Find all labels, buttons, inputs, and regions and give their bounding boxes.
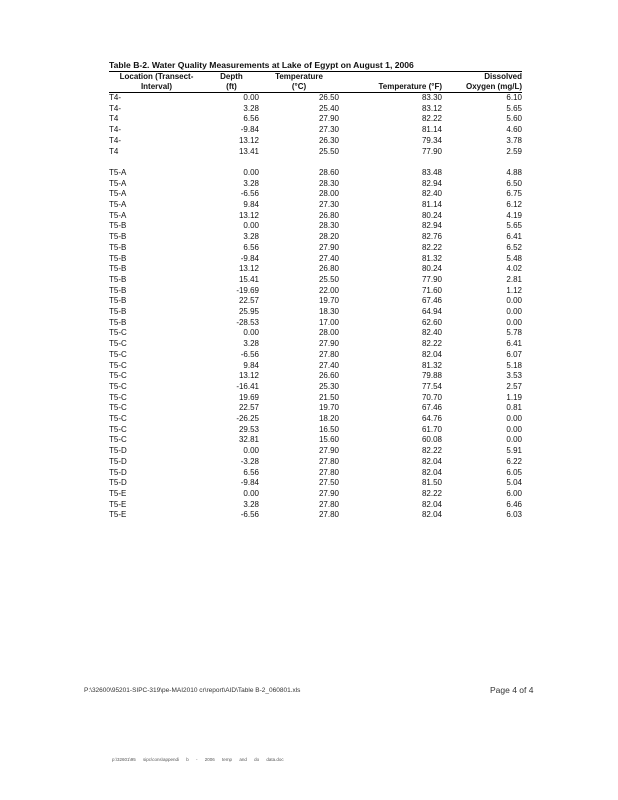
cell-dissolved-oxygen: 0.00 — [506, 424, 522, 434]
cell-dissolved-oxygen: 5.48 — [506, 253, 522, 263]
cell-temp-f: 82.04 — [421, 467, 442, 477]
cell-temp-f: 83.12 — [421, 103, 442, 113]
cell-temp-c: 27.90 — [318, 446, 339, 456]
cell-temp-f: 82.22 — [421, 114, 442, 124]
cell-temp-f: 62.60 — [421, 317, 442, 327]
cell-depth: -6.56 — [240, 349, 259, 359]
cell-depth: -28.53 — [236, 317, 259, 327]
cell-temp-f: 82.22 — [421, 339, 442, 349]
cell-location: T5-C — [109, 371, 127, 381]
cell-dissolved-oxygen: 5.60 — [506, 114, 522, 124]
table-row — [109, 211, 522, 222]
cell-depth: 13.12 — [238, 264, 259, 274]
cell-location: T5-C — [109, 392, 127, 402]
cell-temp-c: 27.90 — [318, 242, 339, 252]
cell-temp-c: 27.80 — [318, 467, 339, 477]
cell-location: T5-B — [109, 296, 127, 306]
cell-temp-f: 82.04 — [421, 456, 442, 466]
cell-temp-c: 26.80 — [318, 264, 339, 274]
cell-dissolved-oxygen: 6.50 — [506, 178, 522, 188]
cell-temp-f: 81.32 — [421, 253, 442, 263]
header-row-1 — [109, 72, 522, 83]
cell-temp-c: 27.90 — [318, 339, 339, 349]
cell-temp-c: 26.50 — [318, 93, 339, 102]
table-row — [109, 500, 522, 511]
cell-location: T5-E — [109, 489, 127, 498]
cell-temp-f: 82.04 — [421, 349, 442, 359]
cell-dissolved-oxygen: 5.65 — [506, 103, 522, 113]
cell-dissolved-oxygen: 4.19 — [506, 210, 522, 220]
table-row — [109, 125, 522, 136]
header-temp-c-unit: (°C) — [259, 82, 339, 93]
cell-dissolved-oxygen: 6.22 — [506, 456, 522, 466]
cell-temp-c: 27.80 — [318, 349, 339, 359]
cell-temp-c: 25.50 — [318, 146, 339, 156]
cell-depth: 22.57 — [238, 403, 259, 413]
cell-temp-c: 27.90 — [318, 114, 339, 124]
table-body — [109, 93, 522, 522]
cell-temp-c: 28.30 — [318, 178, 339, 188]
cell-dissolved-oxygen: 1.12 — [506, 285, 522, 295]
print-info: p:\32601\95 sipc\cons\appendi b - 2006 temp and do data.doc — [112, 757, 284, 762]
cell-dissolved-oxygen: 6.07 — [506, 349, 522, 359]
cell-temp-f: 70.70 — [421, 392, 442, 402]
spacer-cell — [109, 157, 522, 168]
cell-temp-f: 80.24 — [421, 210, 442, 220]
cell-temp-c: 22.00 — [318, 285, 339, 295]
cell-depth: 3.28 — [243, 178, 259, 188]
cell-temp-c: 27.80 — [318, 499, 339, 509]
cell-location: T5-D — [109, 446, 127, 456]
cell-temp-c: 26.30 — [318, 135, 339, 145]
cell-location: T5-A — [109, 167, 127, 177]
cell-temp-c: 26.80 — [318, 210, 339, 220]
header-temperature-c: Temperature — [259, 72, 339, 83]
table-row — [109, 275, 522, 286]
cell-location: T4- — [109, 103, 121, 113]
cell-depth: 15.41 — [238, 274, 259, 284]
cell-dissolved-oxygen: 6.00 — [506, 489, 522, 498]
header-temperature-f: Temperature (°F) — [339, 82, 442, 93]
cell-location: T4- — [109, 135, 121, 145]
cell-dissolved-oxygen: 6.05 — [506, 467, 522, 477]
cell-location: T5-A — [109, 210, 127, 220]
cell-depth: 25.95 — [238, 307, 259, 317]
cell-depth: -26.25 — [236, 414, 259, 424]
cell-location: T5-B — [109, 264, 127, 274]
cell-location: T5-C — [109, 360, 127, 370]
table-row — [109, 189, 522, 200]
cell-temp-f: 79.88 — [421, 371, 442, 381]
header-dissolved: Dissolved — [442, 72, 522, 83]
table-row — [109, 243, 522, 254]
cell-temp-f: 81.50 — [421, 478, 442, 488]
cell-temp-f: 64.94 — [421, 307, 442, 317]
table-row — [109, 93, 522, 104]
cell-depth: 0.00 — [243, 489, 259, 498]
cell-location: T5-B — [109, 274, 127, 284]
cell-depth: 6.56 — [243, 114, 259, 124]
cell-temp-c: 21.50 — [318, 392, 339, 402]
cell-dissolved-oxygen: 2.81 — [506, 274, 522, 284]
water-quality-table — [109, 71, 522, 521]
cell-temp-c: 15.60 — [318, 435, 339, 445]
cell-dissolved-oxygen: 5.65 — [506, 221, 522, 231]
cell-dissolved-oxygen: 4.60 — [506, 125, 522, 135]
header-location: Location (Transect- — [109, 72, 204, 83]
cell-temp-c: 19.70 — [318, 403, 339, 413]
cell-depth: 3.28 — [243, 103, 259, 113]
cell-location: T5-E — [109, 510, 127, 520]
cell-depth: 0.00 — [243, 446, 259, 456]
cell-location: T5-C — [109, 328, 127, 338]
cell-temp-f: 82.40 — [421, 189, 442, 199]
cell-location: T5-A — [109, 178, 127, 188]
table-row — [109, 371, 522, 382]
cell-temp-c: 27.90 — [318, 489, 339, 498]
cell-location: T5-B — [109, 317, 127, 327]
header-depth-unit: (ft) — [204, 82, 259, 93]
cell-location: T5-B — [109, 285, 127, 295]
cell-dissolved-oxygen: 6.75 — [506, 189, 522, 199]
cell-dissolved-oxygen: 5.18 — [506, 360, 522, 370]
cell-location: T5-D — [109, 478, 127, 488]
cell-dissolved-oxygen: 5.91 — [506, 446, 522, 456]
cell-temp-c: 18.30 — [318, 307, 339, 317]
cell-location: T5-A — [109, 200, 127, 210]
table-row — [109, 286, 522, 297]
cell-temp-c: 16.50 — [318, 424, 339, 434]
cell-dissolved-oxygen: 5.04 — [506, 478, 522, 488]
cell-temp-c: 19.70 — [318, 296, 339, 306]
cell-depth: 3.28 — [243, 499, 259, 509]
cell-depth: 22.57 — [238, 296, 259, 306]
cell-dissolved-oxygen: 2.59 — [506, 146, 522, 156]
cell-temp-f: 82.04 — [421, 510, 442, 520]
cell-depth: 13.12 — [238, 371, 259, 381]
table-row — [109, 200, 522, 211]
cell-location: T5-C — [109, 435, 127, 445]
cell-temp-f: 82.22 — [421, 446, 442, 456]
cell-temp-c: 28.20 — [318, 232, 339, 242]
table-row — [109, 232, 522, 243]
table-row — [109, 393, 522, 404]
cell-depth: 3.28 — [243, 339, 259, 349]
cell-location: T5-C — [109, 424, 127, 434]
cell-temp-f: 82.76 — [421, 232, 442, 242]
cell-temp-c: 27.80 — [318, 456, 339, 466]
cell-temp-c: 27.50 — [318, 478, 339, 488]
cell-temp-c: 28.00 — [318, 328, 339, 338]
cell-location: T4 — [109, 114, 119, 124]
cell-dissolved-oxygen: 0.00 — [506, 435, 522, 445]
table-row — [109, 307, 522, 318]
cell-depth: -16.41 — [236, 381, 259, 391]
cell-temp-f: 67.46 — [421, 296, 442, 306]
table-row — [109, 446, 522, 457]
table-row — [109, 403, 522, 414]
table-row — [109, 489, 522, 500]
cell-location: T5-C — [109, 381, 127, 391]
cell-temp-f: 82.04 — [421, 499, 442, 509]
cell-temp-f: 82.94 — [421, 221, 442, 231]
cell-location: T4- — [109, 125, 121, 135]
cell-temp-f: 82.40 — [421, 328, 442, 338]
table-row — [109, 296, 522, 307]
header-interval: Interval) — [109, 82, 204, 93]
cell-depth: 19.69 — [238, 392, 259, 402]
cell-temp-f: 80.24 — [421, 264, 442, 274]
cell-location: T4 — [109, 146, 119, 156]
cell-dissolved-oxygen: 3.78 — [506, 135, 522, 145]
cell-dissolved-oxygen: 3.53 — [506, 371, 522, 381]
table-row — [109, 221, 522, 232]
cell-dissolved-oxygen: 6.41 — [506, 339, 522, 349]
cell-location: T5-D — [109, 467, 127, 477]
header-row-2 — [109, 82, 522, 93]
cell-depth: 29.53 — [238, 424, 259, 434]
cell-temp-f: 71.60 — [421, 285, 442, 295]
table-row — [109, 382, 522, 393]
cell-dissolved-oxygen: 4.02 — [506, 264, 522, 274]
cell-temp-f: 67.46 — [421, 403, 442, 413]
cell-dissolved-oxygen: 6.12 — [506, 200, 522, 210]
cell-temp-c: 26.60 — [318, 371, 339, 381]
cell-dissolved-oxygen: 0.00 — [506, 317, 522, 327]
cell-temp-c: 27.40 — [318, 360, 339, 370]
cell-temp-f: 60.08 — [421, 435, 442, 445]
cell-location: T5-C — [109, 403, 127, 413]
table-row — [109, 350, 522, 361]
cell-temp-c: 27.40 — [318, 253, 339, 263]
table-row — [109, 339, 522, 350]
table-row — [109, 361, 522, 372]
cell-location: T5-B — [109, 242, 127, 252]
cell-temp-f: 77.90 — [421, 146, 442, 156]
cell-temp-c: 28.60 — [318, 167, 339, 177]
cell-dissolved-oxygen: 0.00 — [506, 296, 522, 306]
cell-temp-f: 81.14 — [421, 125, 442, 135]
table-row — [109, 328, 522, 339]
cell-dissolved-oxygen: 6.52 — [506, 242, 522, 252]
cell-temp-f: 77.90 — [421, 274, 442, 284]
table-row — [109, 414, 522, 425]
cell-location: T5-B — [109, 232, 127, 242]
spacer-row — [109, 157, 522, 168]
table-row — [109, 179, 522, 190]
cell-location: T5-B — [109, 221, 127, 231]
cell-dissolved-oxygen: 0.00 — [506, 414, 522, 424]
cell-location: T5-B — [109, 253, 127, 263]
cell-dissolved-oxygen: 6.41 — [506, 232, 522, 242]
table-row — [109, 264, 522, 275]
cell-location: T5-C — [109, 349, 127, 359]
cell-temp-c: 25.40 — [318, 103, 339, 113]
cell-temp-f: 61.70 — [421, 424, 442, 434]
cell-depth: 0.00 — [243, 167, 259, 177]
cell-location: T5-A — [109, 189, 127, 199]
table-row — [109, 435, 522, 446]
table-row — [109, 457, 522, 468]
table-row — [109, 168, 522, 179]
table-row — [109, 104, 522, 115]
cell-temp-f: 82.94 — [421, 178, 442, 188]
cell-dissolved-oxygen: 6.03 — [506, 510, 522, 520]
cell-temp-c: 25.50 — [318, 274, 339, 284]
cell-dissolved-oxygen: 0.81 — [506, 403, 522, 413]
cell-temp-f: 77.54 — [421, 381, 442, 391]
cell-temp-f: 83.30 — [421, 93, 442, 102]
cell-depth: -6.56 — [240, 189, 259, 199]
cell-depth: 0.00 — [243, 93, 259, 102]
cell-location: T5-D — [109, 456, 127, 466]
cell-temp-f: 79.34 — [421, 135, 442, 145]
cell-depth: 9.84 — [243, 200, 259, 210]
table-title: Table B-2. Water Quality Measurements at Lake of Egypt on August 1, 2006 — [109, 60, 414, 70]
cell-temp-c: 28.00 — [318, 189, 339, 199]
table-row — [109, 318, 522, 329]
cell-temp-f: 81.14 — [421, 200, 442, 210]
cell-temp-f: 81.32 — [421, 360, 442, 370]
cell-location: T5-C — [109, 414, 127, 424]
header-oxygen: Oxygen (mg/L) — [442, 82, 522, 93]
cell-depth: 13.12 — [238, 135, 259, 145]
table-row — [109, 478, 522, 489]
cell-dissolved-oxygen: 0.00 — [506, 307, 522, 317]
table-row — [109, 254, 522, 265]
table-row — [109, 425, 522, 436]
cell-temp-f: 82.22 — [421, 242, 442, 252]
cell-dissolved-oxygen: 6.46 — [506, 499, 522, 509]
table-row — [109, 510, 522, 521]
cell-depth: -9.84 — [240, 125, 259, 135]
table-row — [109, 114, 522, 125]
cell-dissolved-oxygen: 6.10 — [506, 93, 522, 102]
cell-depth: 6.56 — [243, 242, 259, 252]
cell-depth: 0.00 — [243, 328, 259, 338]
cell-location: T4- — [109, 93, 121, 102]
cell-temp-c: 17.00 — [318, 317, 339, 327]
cell-depth: 0.00 — [243, 221, 259, 231]
cell-temp-c: 25.30 — [318, 381, 339, 391]
cell-depth: -9.84 — [240, 478, 259, 488]
cell-dissolved-oxygen: 2.57 — [506, 381, 522, 391]
table-row — [109, 147, 522, 158]
cell-dissolved-oxygen: 5.78 — [506, 328, 522, 338]
cell-temp-f: 64.76 — [421, 414, 442, 424]
cell-depth: -3.28 — [240, 456, 259, 466]
cell-depth: 3.28 — [243, 232, 259, 242]
cell-depth: 32.81 — [238, 435, 259, 445]
header-blank — [339, 72, 442, 83]
cell-depth: 13.41 — [238, 146, 259, 156]
cell-location: T5-E — [109, 499, 127, 509]
cell-depth: 9.84 — [243, 360, 259, 370]
cell-temp-f: 82.22 — [421, 489, 442, 498]
table-row — [109, 136, 522, 147]
cell-depth: -6.56 — [240, 510, 259, 520]
cell-location: T5-B — [109, 307, 127, 317]
footer-file-path: P:\32600\95201-SIPC-319\pe-MAI2010 cr\report\AID\Table B-2_060801.xls — [84, 687, 301, 694]
footer-page-number: Page 4 of 4 — [490, 685, 534, 695]
cell-dissolved-oxygen: 1.19 — [506, 392, 522, 402]
table-row — [109, 468, 522, 479]
cell-temp-c: 28.30 — [318, 221, 339, 231]
cell-temp-c: 18.20 — [318, 414, 339, 424]
cell-depth: -9.84 — [240, 253, 259, 263]
cell-temp-c: 27.30 — [318, 125, 339, 135]
cell-location: T5-C — [109, 339, 127, 349]
cell-temp-c: 27.80 — [318, 510, 339, 520]
water-quality-table-section — [109, 60, 522, 521]
cell-temp-c: 27.30 — [318, 200, 339, 210]
cell-temp-f: 83.48 — [421, 167, 442, 177]
cell-depth: 13.12 — [238, 210, 259, 220]
cell-depth: -19.69 — [236, 285, 259, 295]
cell-dissolved-oxygen: 4.88 — [506, 167, 522, 177]
cell-depth: 6.56 — [243, 467, 259, 477]
header-depth: Depth — [204, 72, 259, 83]
